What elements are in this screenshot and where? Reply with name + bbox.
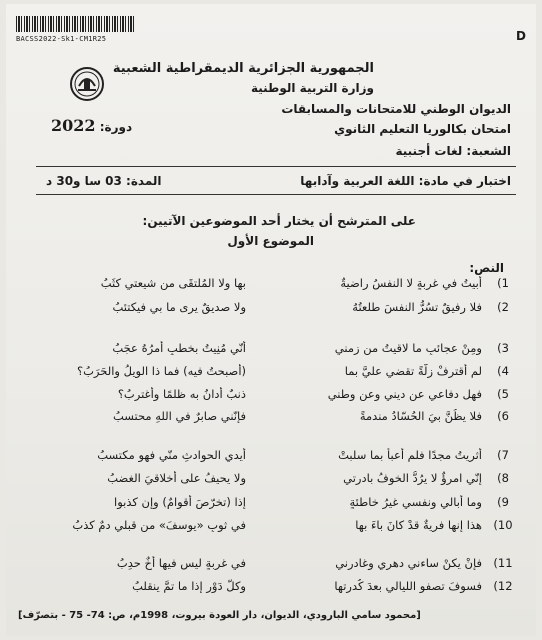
choose-instruction: على المترشح أن يختار أحد الموضوعين الآتيين: [142, 214, 416, 228]
verse-line [11, 409, 516, 429]
header-divider [36, 166, 516, 167]
ministry-title: وزارة التربية الوطنية [250, 81, 374, 95]
verse-first-half: وما أبالي ونفسي غيرُ خاطئةٍ [349, 495, 482, 509]
office-title: الديوان الوطني للامتحانات والمسابقات [281, 102, 511, 116]
verse-second-half: في ثوبِ «يوسفَ» من قبلي دمٌ كذبُ [72, 518, 246, 532]
republic-title: الجمهورية الجزائرية الديمقراطية الشعبية [112, 61, 374, 76]
subject-divider [36, 194, 516, 195]
verse-line [11, 276, 516, 296]
exam-title: امتحان بكالوريا التعليم الثانوي [334, 122, 511, 136]
verse-line [11, 300, 516, 320]
verse-number: 3) [497, 341, 509, 355]
verse-second-half: ولا صديقٌ يرى ما بي فيكتئبُ [112, 300, 246, 314]
barcode [16, 16, 136, 32]
verse-line [11, 387, 516, 407]
session-year: 2022 [51, 116, 96, 135]
verse-line [11, 495, 516, 515]
verse-number: 12) [493, 579, 513, 593]
verse-second-half: ذنبٌ أدانُ به ظلمًا وأغتربُ؟ [117, 387, 246, 401]
verse-second-half: إذا (تخرّصَ أقوامٌ) وإن كذبوا [114, 495, 246, 509]
verse-line [11, 471, 516, 491]
verse-first-half: هذا إنها فريةٌ قدْ كانَ باءَ بها [355, 518, 482, 532]
branch-label: الشعبة: لغات أجنبية [395, 144, 511, 158]
corner-mark: D [516, 29, 526, 43]
text-label: النص: [469, 261, 504, 275]
verse-number: 5) [497, 387, 509, 401]
verse-number: 2) [497, 300, 509, 314]
verse-line [11, 341, 516, 361]
verse-first-half: فلا يظُنَّ بيَ الحُسّادُ مندمةً [359, 409, 482, 423]
verse-number: 1) [497, 276, 509, 290]
barcode-text: BACSS2022-Sk1-CM1R25 [16, 35, 107, 43]
topic-title: الموضوع الأول [227, 234, 314, 248]
verse-number: 11) [493, 556, 513, 570]
verse-line [11, 364, 516, 384]
verse-number: 9) [497, 495, 509, 509]
duration-label: المدة: 03 سا و30 د [46, 174, 162, 188]
verse-second-half: فإنّني صابرٌ في اللهِ محتسبُ [112, 409, 246, 423]
verse-line [11, 448, 516, 468]
source-citation: [محمود سامي البارودي، الديوان، دار العودة بيروت، 1998م، ص: 74- 75 - بتصرّف] [18, 610, 421, 621]
verse-first-half: ومِنْ عجائبِ ما لاقيتُ من زمني [334, 341, 482, 355]
verse-second-half: (أصبحتُ فيه) فما ذا الويلُ والحَرَبُ؟ [77, 364, 246, 378]
exam-paper [6, 4, 536, 636]
verse-first-half: فلا رفيقٌ تسُرُّ النفسَ طلعتُهُ [352, 300, 482, 314]
verse-second-half: ولا يحيفُ على أخلاقيَ الغضبُ [107, 471, 246, 485]
verse-first-half: فإنْ يكنْ ساءني دهري وغادرني [335, 556, 482, 570]
verse-second-half: وكلُّ دَوْرٍ إذا ما تمَّ ينقلبُ [132, 579, 246, 593]
session-label: دورة: [99, 120, 133, 134]
verse-line [11, 518, 516, 538]
verse-line [11, 579, 516, 599]
verse-number: 8) [497, 471, 509, 485]
verse-first-half: فهل دفاعي عن ديني وعن وطني [327, 387, 482, 401]
verse-number: 4) [497, 364, 509, 378]
emblem-logo [69, 66, 105, 102]
verse-number: 6) [497, 409, 509, 423]
verse-number: 10) [493, 518, 513, 532]
verse-second-half: أيدي الحوادثِ منّي فهو مكتسبُ [97, 448, 246, 462]
verse-number: 7) [497, 448, 509, 462]
session [51, 116, 132, 135]
verse-second-half: في غربةٍ ليس فيها أخٌ حدِبُ [116, 556, 246, 570]
verse-first-half: أبيتُ في غربةٍ لا النفسُ راضيةٌ [340, 276, 482, 290]
verse-line [11, 556, 516, 576]
verse-first-half: فسوفَ تصفو الليالي بعدَ كُدرتها [334, 579, 482, 593]
verse-second-half: بها ولا المُلتقَى من شيعتي كثَبُ [100, 276, 246, 290]
verse-first-half: إنّي امرؤٌ لا يرُدُّ الخوفُ بادرتي [343, 471, 482, 485]
verse-first-half: لم أقترفْ زلّةً تقضي عليَّ بما [344, 364, 482, 378]
subject-label: اختبار في مادة: اللغة العربية وآدابها [300, 174, 511, 188]
verse-second-half: أنّي مُنِيتُ بخطبٍ أمرُهُ عجَبُ [112, 341, 246, 355]
verse-first-half: أثريتُ مجدًا فلم أعبأْ بما سلبتْ [338, 448, 482, 462]
